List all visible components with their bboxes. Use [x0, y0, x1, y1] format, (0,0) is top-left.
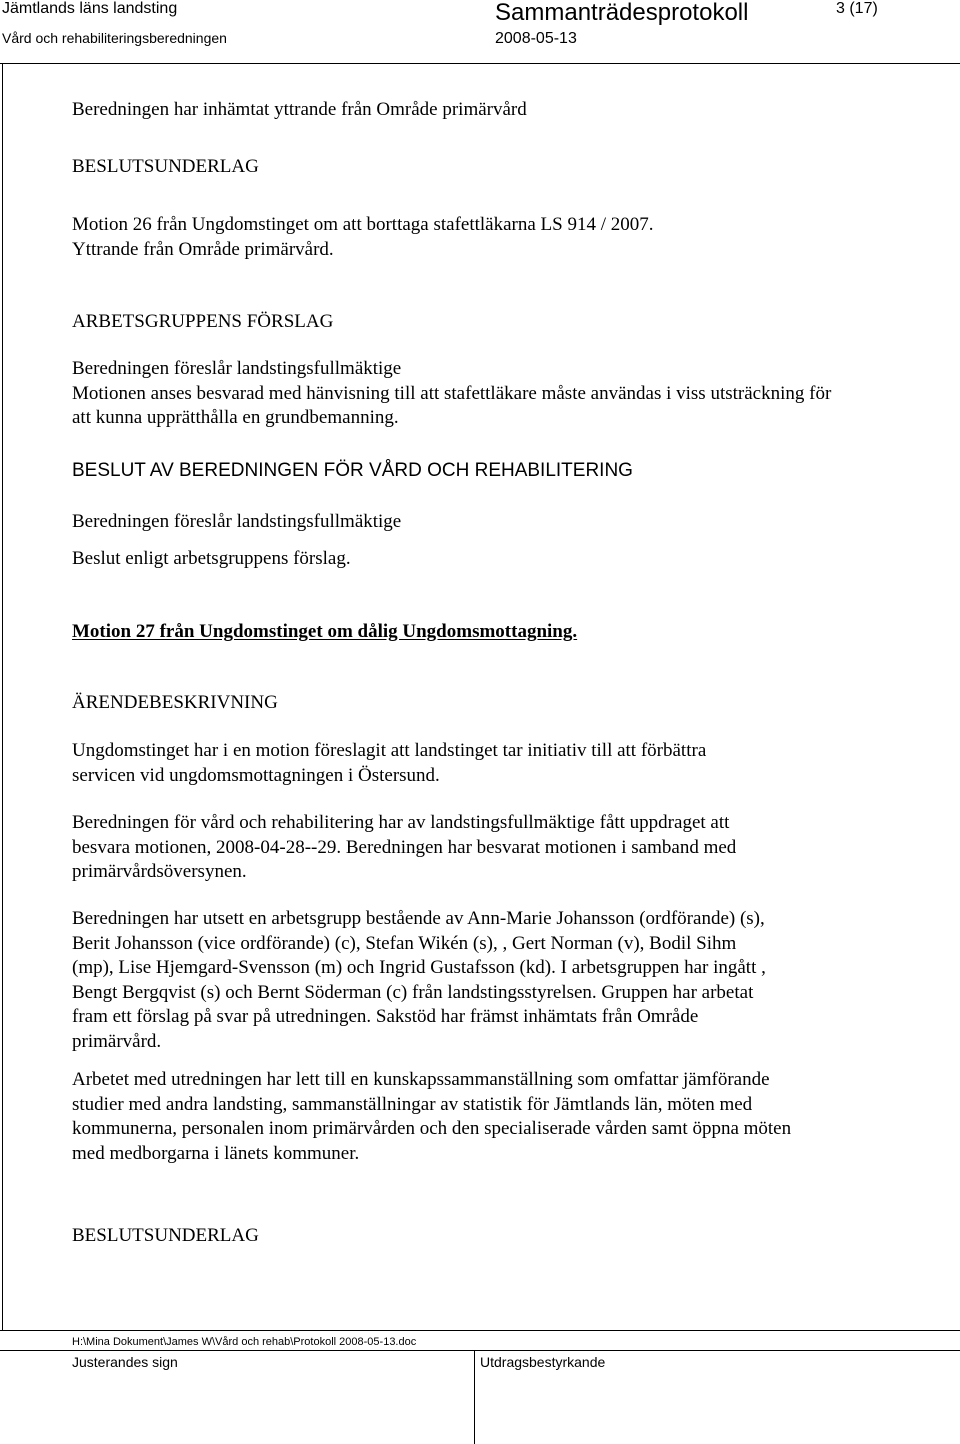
beslutsunderlag-heading	[72, 155, 259, 180]
text-line: Motionen anses besvarad med hänvisning till att stafettläkare måste användas i viss utsträckning för	[72, 382, 832, 404]
text-line: studier med andra landsting, sammanställningar av statistik för Jämtlands län, möten med	[72, 1093, 753, 1115]
text-line: fram ett förslag på svar på utredningen. Sakstöd har främst inhämtats från Område	[72, 1006, 699, 1027]
text-line: Beredningen för vård och rehabilitering har av landstingsfullmäktige fått uppdraget att	[72, 812, 730, 833]
text-line: Beredningen föreslår landstingsfullmäktige	[72, 511, 402, 532]
text-line: Arbetet med utredningen har lett till en kunskapssammanställning som omfattar jämförande	[72, 1069, 770, 1090]
list-item: Motion 26 från Ungdomstinget om att borttaga stafettläkarna LS 914 / 2007.	[72, 214, 654, 235]
beslut-line1	[72, 510, 401, 535]
beslutsunderlag-list	[72, 213, 654, 262]
intro-paragraph	[72, 98, 527, 123]
text-line: att kunna upprätthålla en grundbemanning.	[72, 407, 399, 428]
beslut-line2	[72, 547, 351, 572]
text-line: Berit Johansson (vice ordförande) (c), Stefan Wikén (s), , Gert Norman (v), Bodil Sihm	[72, 932, 737, 954]
header-divider	[0, 63, 960, 64]
list-item: Yttrande från Område primärvård.	[72, 238, 334, 260]
footer-divider-top	[0, 1330, 960, 1331]
justerandes-sign-label: Justerandes sign	[72, 1354, 178, 1370]
left-margin-rule	[2, 64, 3, 1330]
text-line: (mp), Lise Hjemgard-Svensson (m) och Ingrid Gustafsson (kd). I arbetsgruppen har ingått ,	[72, 957, 766, 978]
footer-divider	[0, 1350, 960, 1351]
page-number: 3 (17)	[836, 0, 878, 17]
text-line: primärvårdsöversynen.	[72, 861, 247, 882]
text-line: servicen vid ungdomsmottagningen i Östersund.	[72, 764, 440, 786]
arbetsgrupp-proposal	[72, 357, 831, 431]
arende-paragraph-2	[72, 811, 736, 885]
section-title: Motion 27 från Ungdomstinget om dålig Ungdomsmottagning.	[72, 621, 578, 642]
beslutsunderlag-heading-2	[72, 1224, 259, 1249]
text-line: besvara motionen, 2008-04-28--29. Beredningen har besvarat motionen i samband med	[72, 836, 737, 858]
motion27-title	[72, 620, 577, 645]
document-date: 2008-05-13	[495, 30, 577, 47]
text-line: Beredningen har utsett en arbetsgrupp bestående av Ann-Marie Johansson (ordförande) (s),	[72, 908, 765, 929]
text-line: primärvård.	[72, 1030, 162, 1052]
committee-name: Vård och rehabiliteringsberedningen	[2, 30, 227, 46]
text-line: med medborgarna i länets kommuner.	[72, 1142, 360, 1164]
heading-text: BESLUTSUNDERLAG	[72, 1225, 259, 1246]
text-line: Bengt Bergqvist (s) och Bernt Söderman (c) från landstingsstyrelsen. Gruppen har arbetat	[72, 981, 754, 1003]
arende-paragraph-3	[72, 907, 766, 1054]
heading-text: ÄRENDEBESKRIVNING	[72, 692, 278, 713]
beslut-heading	[72, 459, 633, 484]
footer-column-rule	[474, 1350, 475, 1444]
heading-text: ARBETSGRUPPENS FÖRSLAG	[72, 311, 334, 332]
arende-paragraph-4	[72, 1068, 791, 1166]
text-line: Beslut enligt arbetsgruppens förslag.	[72, 548, 351, 569]
file-path: H:\Mina Dokument\James W\Vård och rehab\Protokoll 2008-05-13.doc	[72, 1336, 417, 1348]
text-line: Ungdomstinget har i en motion föreslagit att landstinget tar initiativ till att förbättra	[72, 740, 707, 761]
intro-text: Beredningen har inhämtat yttrande från Område primärvård	[72, 99, 527, 120]
text-line: kommunerna, personalen inom primärvården och den specialiserade vården samt öppna möten	[72, 1118, 792, 1139]
document-title: Sammanträdesprotokoll	[495, 0, 749, 26]
heading-text: BESLUT AV BEREDNINGEN FÖR VÅRD OCH REHABILITERING	[72, 460, 633, 481]
heading-text: BESLUTSUNDERLAG	[72, 156, 259, 177]
text-line: Beredningen föreslår landstingsfullmäktige	[72, 358, 402, 379]
utdragsbestyrkande-label: Utdragsbestyrkande	[480, 1354, 606, 1370]
organization-name: Jämtlands läns landsting	[2, 0, 178, 17]
arende-paragraph-1	[72, 739, 706, 788]
arende-heading	[72, 691, 278, 716]
arbetsgrupp-heading	[72, 310, 333, 335]
